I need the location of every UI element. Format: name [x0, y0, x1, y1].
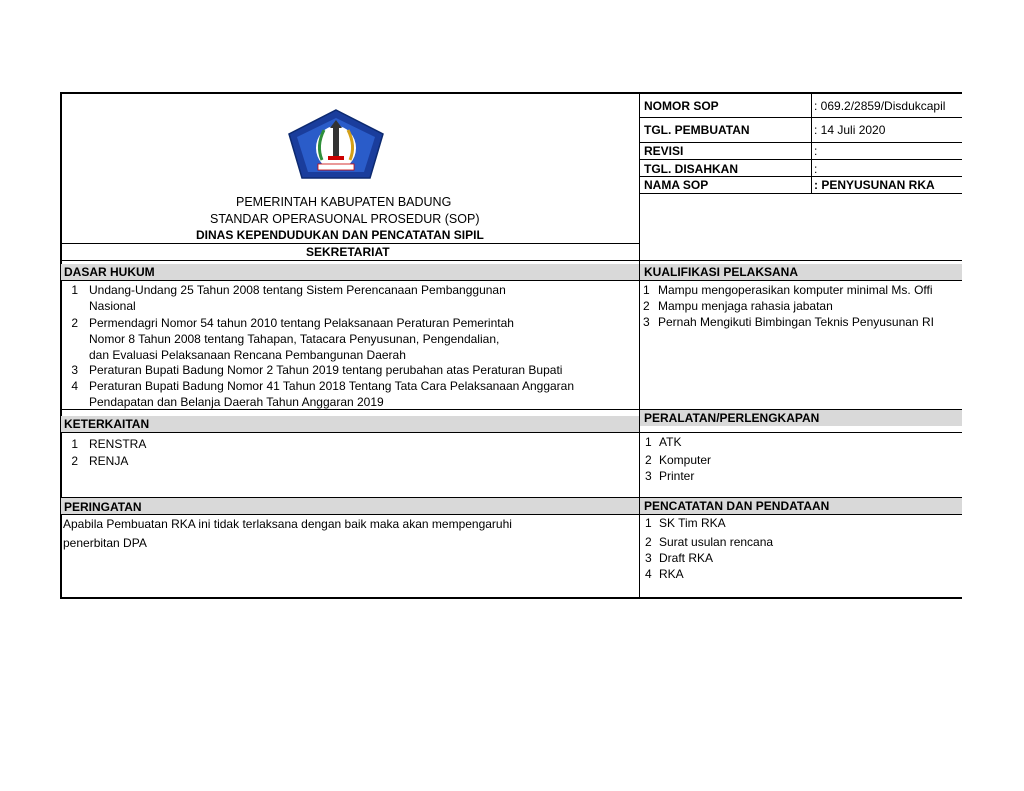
list-item: Nomor 8 Tahun 2008 tentang Tahapan, Tatacara Penyusunan, Pengendalian, [89, 332, 500, 346]
list-item: Surat usulan rencana [659, 535, 774, 549]
list-item: RENJA [89, 454, 129, 468]
list-item: Permendagri Nomor 54 tahun 2010 tentang Pelaksanaan Peraturan Pemerintah [89, 316, 514, 330]
meta-value-nama-sop: : PENYUSUNAN RKA [814, 178, 935, 192]
list-item: ATK [659, 435, 682, 449]
peringatan-text: penerbitan DPA [63, 536, 147, 550]
list-item: RENSTRA [89, 437, 147, 451]
list-item: Pendapatan dan Belanja Daerah Tahun Anggaran 2019 [89, 395, 384, 409]
list-item: Komputer [659, 453, 712, 467]
frame-top [60, 92, 962, 94]
section-peringatan: PERINGATAN [64, 500, 142, 514]
list-item: Draft RKA [659, 551, 714, 565]
list-item: Pernah Mengikuti Bimbingan Teknis Penyusunan RI [658, 315, 934, 329]
doc-type: STANDAR OPERASUONAL PROSEDUR (SOP) [210, 212, 480, 226]
list-item: Mampu menjaga rahasia jabatan [658, 299, 833, 313]
peringatan-text: Apabila Pembuatan RKA ini tidak terlaksana dengan baik maka akan mempengaruhi [63, 517, 512, 531]
section-kualifikasi: KUALIFIKASI PELAKSANA [644, 265, 799, 279]
meta-label-nama-sop: NAMA SOP [644, 178, 709, 192]
meta-label-revisi: REVISI [644, 144, 684, 158]
dept-name: DINAS KEPENDUDUKAN DAN PENCATATAN SIPIL [196, 228, 484, 242]
list-item: RKA [659, 567, 684, 581]
meta-value-tgl-pembuatan: : 14 Juli 2020 [814, 123, 886, 137]
frame-left [60, 92, 62, 599]
list-item: Mampu mengoperasikan komputer minimal Ms. Offi [658, 283, 933, 297]
section-dasar-hukum: DASAR HUKUM [64, 265, 155, 279]
list-item: Peraturan Bupati Badung Nomor 2 Tahun 2019 tentang perubahan atas Peraturan Bupati [89, 363, 563, 377]
meta-value-revisi: : [814, 144, 818, 158]
section-pencatatan: PENCATATAN DAN PENDATAAN [644, 499, 830, 513]
meta-value-nomor: : 069.2/2859/Disdukcapil [814, 99, 946, 113]
frame-bottom [60, 597, 962, 599]
list-item: Undang-Undang 25 Tahun 2008 tentang Sistem Perencanaan Pembanggunan [89, 283, 506, 297]
list-item: Printer [659, 469, 695, 483]
section-peralatan: PERALATAN/PERLENGKAPAN [644, 411, 820, 425]
meta-value-tgl-disahkan: : [814, 162, 818, 176]
list-item: Nasional [89, 299, 136, 313]
section-keterkaitan: KETERKAITAN [64, 417, 150, 431]
list-item: SK Tim RKA [659, 516, 726, 530]
meta-label-tgl-disahkan: TGL. DISAHKAN [644, 162, 738, 176]
org-name: PEMERINTAH KABUPATEN BADUNG [236, 195, 452, 209]
list-item: dan Evaluasi Pelaksanaan Rencana Pembangunan Daerah [89, 348, 406, 362]
unit-name: SEKRETARIAT [306, 245, 390, 259]
list-item: Peraturan Bupati Badung Nomor 41 Tahun 2018 Tentang Tata Cara Pelaksanaan Anggaran [89, 379, 575, 393]
meta-label-nomor: NOMOR SOP [644, 99, 719, 113]
kualifikasi-list: 1 Mampu mengoperasikan komputer minimal Ms. Offi 2 Mampu menjaga rahasia jabatan 3 Pernah Mengikuti Bimbingan Teknis Penyusunan RI [643, 283, 934, 329]
badung-emblem-icon [286, 108, 386, 180]
meta-label-tgl-pembuatan: TGL. PEMBUATAN [644, 123, 750, 137]
